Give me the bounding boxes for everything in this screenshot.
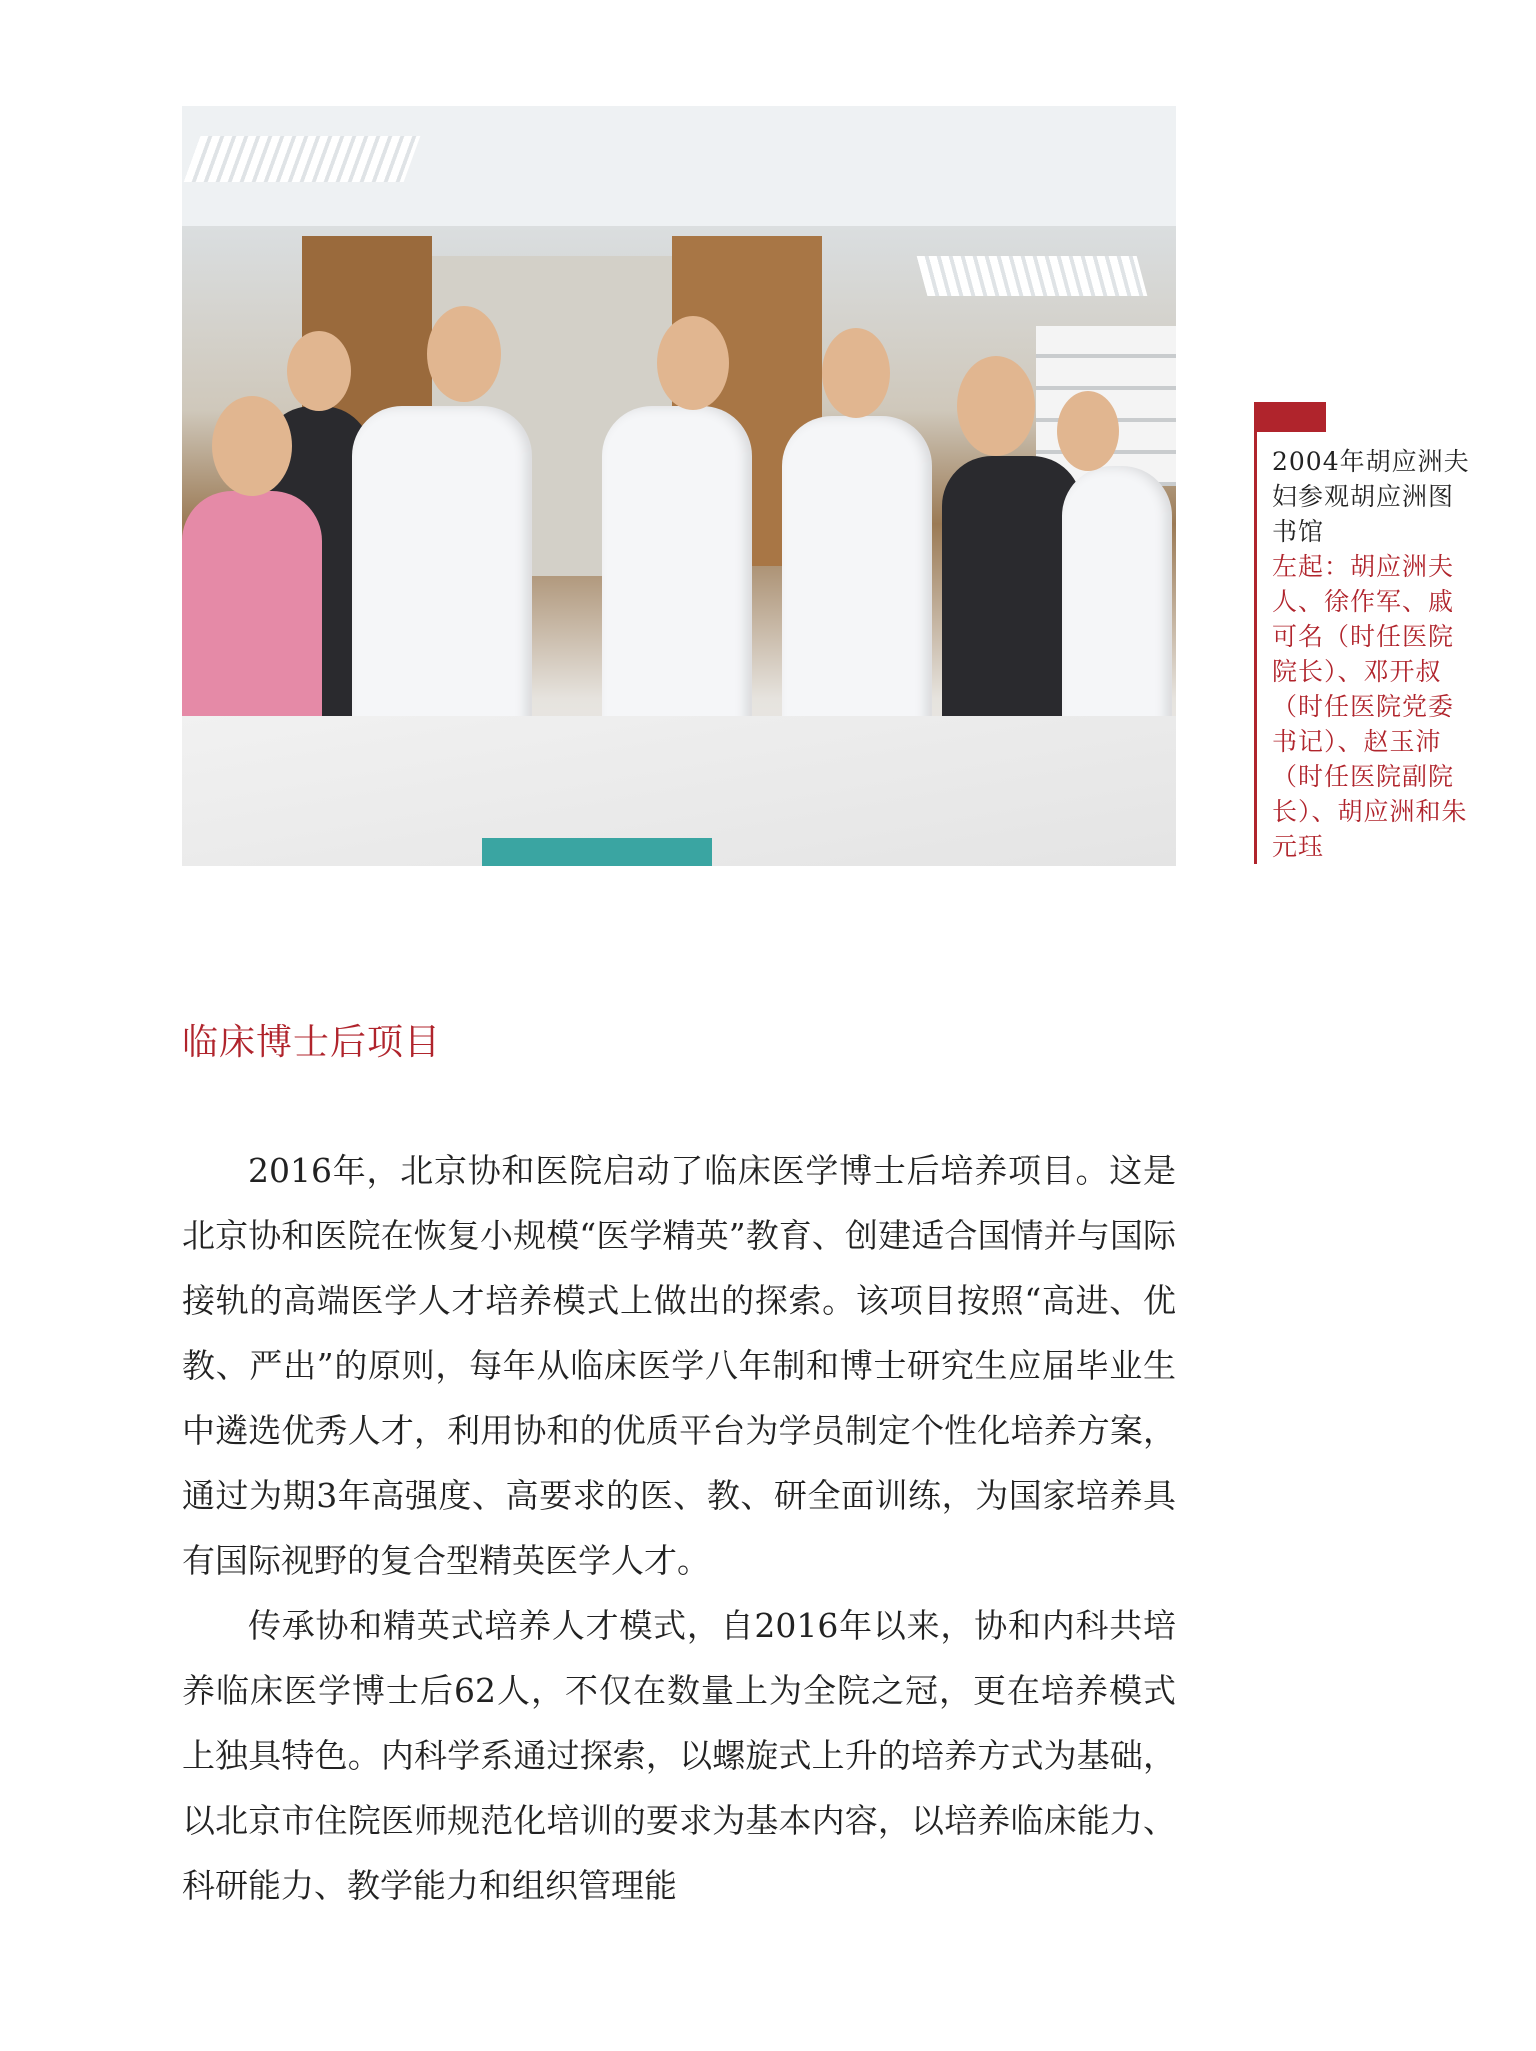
body-text [182,1138,1176,1918]
photo-person-head [212,396,292,496]
photo-caption [1272,444,1476,864]
section-heading: 临床博士后项目 [182,1022,442,1063]
photo-person-head [287,331,351,411]
paragraph: 2016年，北京协和医院启动了临床医学博士后培养项目。这是北京协和医院在恢复小规模“医学精英”教育、创建适合国情并与国际接轨的高端医学人才培养模式上做出的探索。该项目按照“高进、优教、严出”的原则，每年从临床医学八年制和博士研究生应届毕业生中遴选优秀人才，利用协和的优质平台为学员制定个性化培养方案，通过为期3年高强度、高要求的医、教、研全面训练，为国家培养具有国际视野的复合型精英医学人才。 [182,1151,1176,1580]
photo-ceiling-light [917,256,1148,296]
group-photo [182,106,1176,866]
caption-title: 2004年胡应洲夫妇参观胡应洲图书馆 [1272,447,1470,546]
photo-person-head [957,356,1035,456]
photo-person-head [427,306,501,402]
caption-accent-bar [1254,402,1326,432]
caption-rule [1254,402,1257,864]
photo-ceiling-light [184,136,421,182]
photo-person-head [1057,391,1119,471]
photo-person-head [657,316,729,410]
paragraph: 传承协和精英式培养人才模式，自2016年以来，协和内科共培养临床医学博士后62人，不仅在数量上为全院之冠，更在培养模式上独具特色。内科学系通过探索，以螺旋式上升的培养方式为基础，以北京市住院医师规范化培训的要求为基本内容，以培养临床能力、科研能力、教学能力和组织管理能 [182,1606,1176,1905]
photo-teal-folder [482,838,712,866]
caption-description: 左起：胡应洲夫人、徐作军、戚可名（时任医院院长）、邓开叔（时任医院党委书记）、赵玉沛（时任医院副院长）、胡应洲和朱元珏 [1272,552,1468,861]
photo-person-head [822,328,890,418]
